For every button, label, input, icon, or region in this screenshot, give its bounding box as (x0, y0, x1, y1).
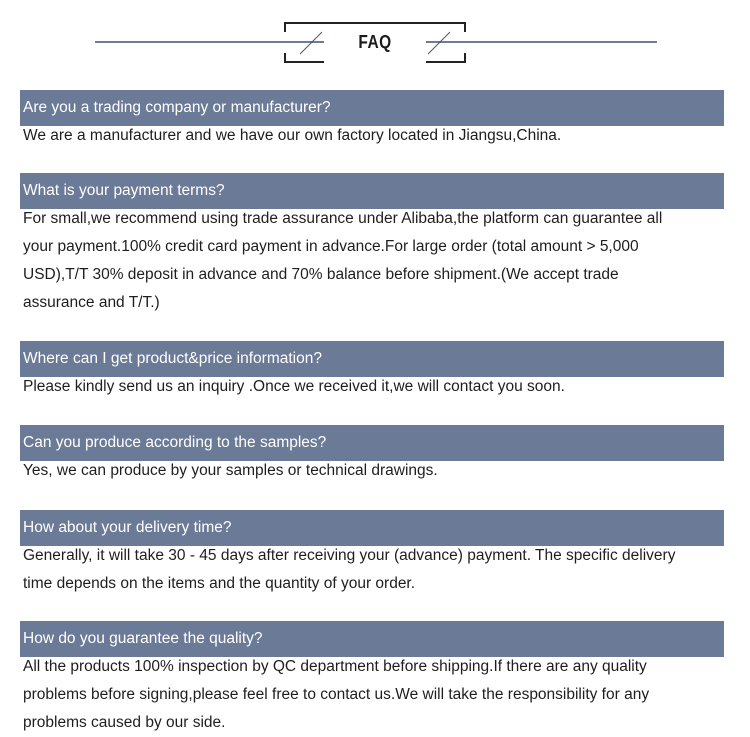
faq-item (20, 425, 724, 485)
faq-answer: For small,we recommend using trade assurance under Alibaba,the platform can guarantee all your payment.100% credit card payment in advance.For large order (total amount > 5,000 USD),T/T 30% deposit in advance and 70% balance before shipment.(We accept trade assurance and T/T.) (23, 210, 663, 311)
faq-answer: Generally, it will take 30 - 45 days after receiving your (advance) payment. The specific delivery time depends on the items and the quantity of your order. (23, 547, 676, 592)
faq-question: Where can I get product&price information? (20, 341, 724, 377)
faq-divider-left (95, 41, 287, 43)
faq-divider-right (464, 41, 657, 43)
faq-item (20, 90, 724, 150)
faq-item (20, 341, 724, 401)
page-title: FAQ (358, 32, 392, 52)
faq-item (20, 621, 724, 737)
faq-question: How about your delivery time? (20, 510, 724, 546)
faq-question: What is your payment terms? (20, 173, 724, 209)
faq-answer: Please kindly send us an inquiry .Once we received it,we will contact you soon. (23, 378, 565, 395)
faq-question: Can you produce according to the samples? (20, 425, 724, 461)
faq-answer: All the products 100% inspection by QC department before shipping.If there are any quality problems before signing,please feel free to contact us.We will take the responsibility for any problems caused by our side. (23, 658, 650, 731)
faq-answer: Yes, we can produce by your samples or technical drawings. (23, 462, 438, 479)
faq-item (20, 173, 724, 317)
faq-title-frame (284, 22, 466, 63)
faq-question: How do you guarantee the quality? (20, 621, 724, 657)
faq-question: Are you a trading company or manufacturer? (20, 90, 724, 126)
faq-answer: We are a manufacturer and we have our own factory located in Jiangsu,China. (23, 127, 562, 144)
faq-item (20, 510, 724, 598)
